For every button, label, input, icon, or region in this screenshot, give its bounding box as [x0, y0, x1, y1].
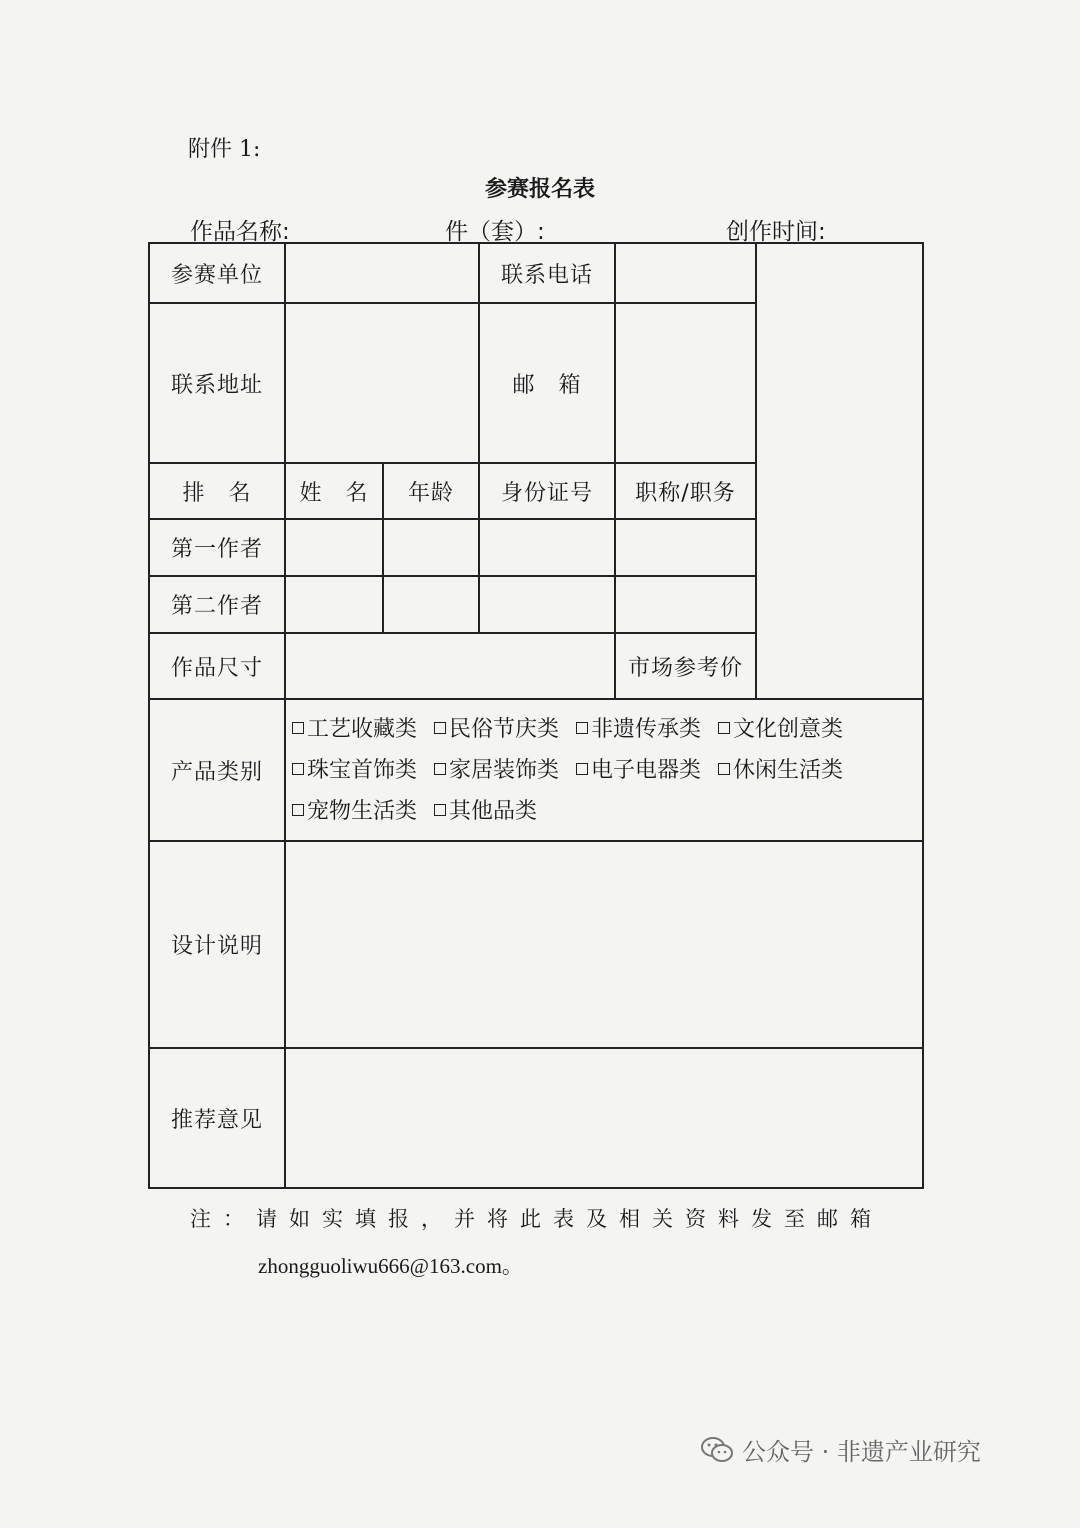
category-option[interactable]: 其他品类: [434, 799, 537, 824]
email-label: 邮 箱: [479, 303, 615, 463]
photo-area: [756, 243, 923, 699]
recommend-field[interactable]: [285, 1048, 923, 1188]
size-label: 作品尺寸: [149, 633, 285, 699]
category-label: 产品类别: [149, 699, 285, 841]
address-label: 联系地址: [149, 303, 285, 463]
watermark-text: 公众号 · 非遗产业研究: [742, 1438, 981, 1466]
col-id-number: 身份证号: [479, 463, 615, 519]
checkbox-icon[interactable]: [292, 722, 304, 734]
checkbox-icon[interactable]: [434, 804, 446, 816]
col-name: 姓 名: [285, 463, 383, 519]
footnote: 注：请如实填报，并将此表及相关资料发至邮箱: [190, 1207, 883, 1231]
category-option[interactable]: 文化创意类: [718, 717, 843, 742]
checkbox-icon[interactable]: [434, 722, 446, 734]
author2-name-field[interactable]: [285, 576, 383, 633]
size-field[interactable]: [285, 633, 615, 699]
contact-email: zhongguoliwu666@163.com。: [258, 1254, 523, 1278]
author2-title-field[interactable]: [615, 576, 756, 633]
author2-age-field[interactable]: [383, 576, 479, 633]
category-option[interactable]: 家居装饰类: [434, 758, 559, 783]
design-field[interactable]: [285, 841, 923, 1048]
checkbox-icon[interactable]: [576, 722, 588, 734]
address-field[interactable]: [285, 303, 479, 463]
checkbox-icon[interactable]: [718, 763, 730, 775]
category-option[interactable]: 民俗节庆类: [434, 717, 559, 742]
author2-id-field[interactable]: [479, 576, 615, 633]
col-age: 年龄: [383, 463, 479, 519]
unit-label: 参赛单位: [149, 243, 285, 303]
checkbox-icon[interactable]: [292, 804, 304, 816]
form-title: 参赛报名表: [484, 177, 595, 202]
category-option[interactable]: 珠宝首饰类: [292, 758, 417, 783]
attachment-label: 附件 1:: [188, 137, 261, 162]
recommend-label: 推荐意见: [149, 1048, 285, 1188]
author2-label: 第二作者: [149, 576, 285, 633]
checkbox-icon[interactable]: [718, 722, 730, 734]
category-option[interactable]: 宠物生活类: [292, 799, 417, 824]
col-rank: 排 名: [149, 463, 285, 519]
work-name-label: 作品名称:: [190, 219, 290, 245]
checkbox-icon[interactable]: [292, 763, 304, 775]
author1-title-field[interactable]: [615, 519, 756, 576]
author1-label: 第一作者: [149, 519, 285, 576]
author1-id-field[interactable]: [479, 519, 615, 576]
category-option[interactable]: 休闲生活类: [718, 758, 843, 783]
phone-field[interactable]: [615, 243, 756, 303]
checkbox-icon[interactable]: [434, 763, 446, 775]
checkbox-icon[interactable]: [576, 763, 588, 775]
creation-time-label: 创作时间:: [726, 219, 826, 245]
category-option[interactable]: 工艺收藏类: [292, 717, 417, 742]
unit-field[interactable]: [285, 243, 479, 303]
col-title-position: 职称/职务: [615, 463, 756, 519]
phone-label: 联系电话: [479, 243, 615, 303]
watermark: [700, 1432, 981, 1467]
author1-age-field[interactable]: [383, 519, 479, 576]
category-option[interactable]: 电子电器类: [576, 758, 701, 783]
category-option[interactable]: 非遗传承类: [576, 717, 701, 742]
category-options: [285, 699, 923, 841]
wechat-icon: [700, 1435, 734, 1465]
registration-table: [148, 242, 924, 1189]
author1-name-field[interactable]: [285, 519, 383, 576]
market-price-label: 市场参考价: [615, 633, 756, 699]
design-label: 设计说明: [149, 841, 285, 1048]
email-field[interactable]: [615, 303, 756, 463]
pieces-label: 件（套）:: [445, 219, 545, 245]
